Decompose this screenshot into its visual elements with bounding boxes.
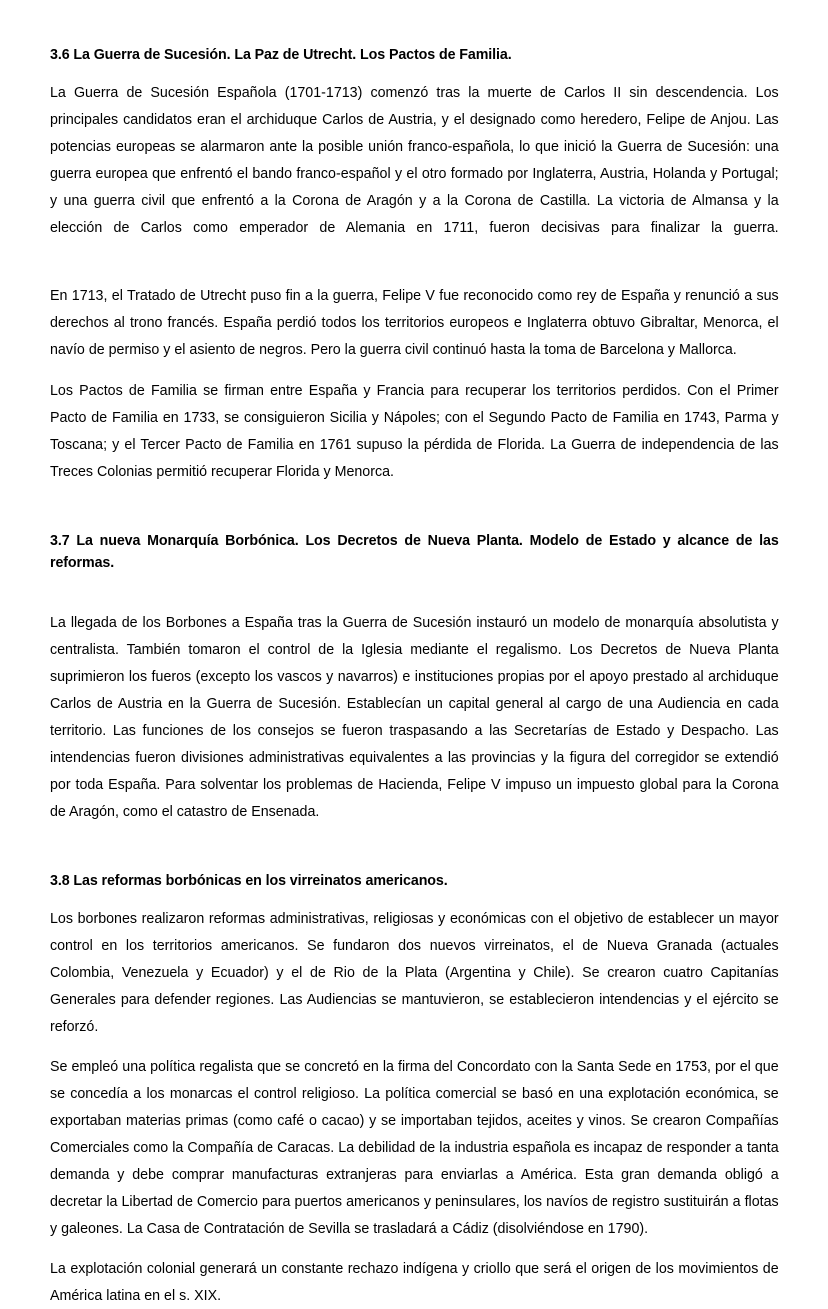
paragraph: Se empleó una política regalista que se concretó en la firma del Concordato con la Santa Sede en 1753, por el que se concedía a los monarcas el control religioso. La política comercial se basó en una explotación económica, se exportaban materias primas (como café o cacao) y se importaban tejidos, aceites y vinos. Se crearon Compañías Comerciales como la Compañía de Caracas. La debilidad de la industria española es incapaz de responder a tanta demanda y debe comprar manufacturas extranjeras para enviarlas a América. Esta gran demanda obligó a decretar la Libertad de Comercio para puertos americanos y peninsulares, los navíos de registro sustituirán a flotas y galeones. La Casa de Contratación de Sevilla se trasladará a Cádiz (disolviéndose en 1790).	[50, 1058, 779, 1237]
section-3-6	[50, 44, 779, 485]
paragraph: La llegada de los Borbones a España tras la Guerra de Sucesión instauró un modelo de monarquía absolutista y centralista. También tomaron el control de la Iglesia mediante el regalismo. Los Decretos de Nueva Planta suprimieron los fueros (excepto los vascos y navarros) e instituciones propias por el apoyo prestado al archiduque Carlos de Austria en la Guerra de Sucesión. Establecían un capital general al cargo de una Audiencia en cada territorio. Las funciones de los consejos se fueron traspasando a las Secretarías de Estado y Despacho. Las intendencias fueron divisiones administrativas equivalentes a las provincias y la figura del corregidor se extendió por toda España. Para solventar los problemas de Hacienda, Felipe V impuso un impuesto global para la Corona de Aragón, como el catastro de Ensenada.	[50, 614, 779, 820]
section-3-8	[50, 870, 779, 1309]
section-heading-3-7: 3.7 La nueva Monarquía Borbónica. Los Decretos de Nueva Planta. Modelo de Estado y alcance de las reformas.	[50, 532, 779, 571]
section-heading-3-6: 3.6 La Guerra de Sucesión. La Paz de Utrecht. Los Pactos de Familia.	[50, 46, 512, 63]
section-heading-3-8: 3.8 Las reformas borbónicas en los virreinatos americanos.	[50, 872, 448, 889]
paragraph: La explotación colonial generará un constante rechazo indígena y criollo que será el origen de los movimientos de América latina en el s. XIX.	[50, 1260, 779, 1304]
document-body	[50, 44, 779, 1309]
paragraph: Los borbones realizaron reformas administrativas, religiosas y económicas con el objetivo de establecer un mayor control en los territorios americanos. Se fundaron dos nuevos virreinatos, el de Nueva Granada (actuales Colombia, Venezuela y Ecuador) y el de Rio de la Plata (Argentina y Chile). Se crearon cuatro Capitanías Generales para defender regiones. Las Audiencias se mantuvieron, se establecieron intendencias y el ejército se reforzó.	[50, 910, 779, 1035]
paragraph: Los Pactos de Familia se firman entre España y Francia para recuperar los territorios perdidos. Con el Primer Pacto de Familia en 1733, se consiguieron Sicilia y Nápoles; con el Segundo Pacto de Familia en 1743, Parma y Toscana; y el Tercer Pacto de Familia en 1761 supuso la pérdida de Florida. La Guerra de independencia de las Treces Colonias permitió recuperar Florida y Menorca.	[50, 382, 779, 480]
paragraph: La Guerra de Sucesión Española (1701-1713) comenzó tras la muerte de Carlos II sin descendencia. Los principales candidatos eran el archiduque Carlos de Austria, y el designado como heredero, Felipe de Anjou. Las potencias europeas se alarmaron ante la posible unión franco-española, lo que inició la Guerra de Sucesión: una guerra europea que enfrentó el bando franco-español y el otro formado por Inglaterra, Austria, Holanda y Portugal; y una guerra civil que enfrentó a la Corona de Aragón y a la Corona de Castilla. La victoria de Almansa y la elección de Carlos como emperador de Alemania en 1711, fueron decisivas para finalizar la guerra.	[50, 84, 779, 236]
paragraph: En 1713, el Tratado de Utrecht puso fin a la guerra, Felipe V fue reconocido como rey de España y renunció a sus derechos al trono francés. España perdió todos los territorios europeos e Inglaterra obtuvo Gibraltar, Menorca, el navío de permiso y el asiento de negros. Pero la guerra civil continuó hasta la toma de Barcelona y Mallorca.	[50, 287, 779, 358]
section-3-7	[50, 530, 779, 825]
